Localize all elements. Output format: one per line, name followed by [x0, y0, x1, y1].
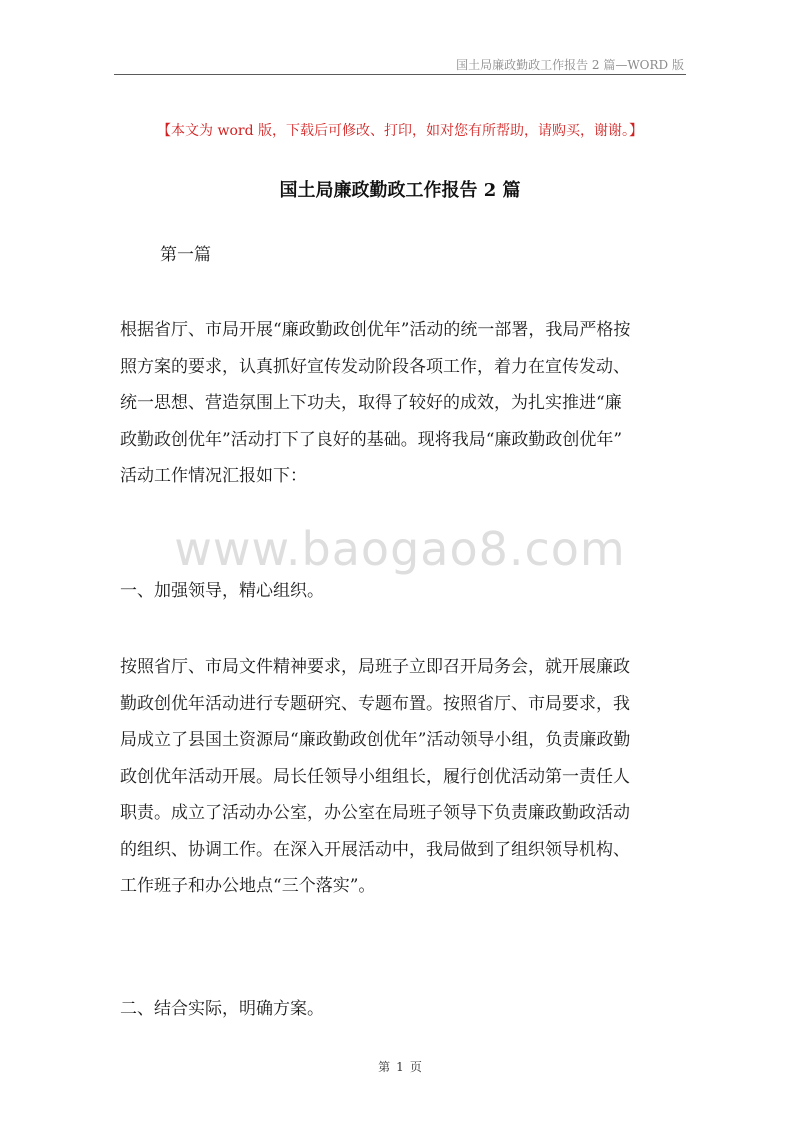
paragraph-line: 按照省厅、市局文件精神要求，局班子立即召开局务会，就开展廉政 — [120, 657, 630, 677]
paragraph-line: 活动工作情况汇报如下： — [120, 466, 307, 486]
document-title: 国土局廉政勤政工作报告 2 篇 — [279, 180, 521, 201]
paragraph-line: 根据省厅、市局开展“廉政勤政创优年”活动的统一部署，我局严格按 — [120, 320, 631, 340]
page-number-value: 1 — [396, 1060, 404, 1074]
page-number — [0, 1058, 800, 1075]
watermark: www.baogao8.com — [174, 522, 626, 576]
section-heading-1: 一、加强领导，精心组织。 — [120, 581, 324, 601]
paragraph-line: 的组织、协调工作。在深入开展活动中，我局做到了组织领导机构、 — [120, 839, 630, 860]
paragraph-line: 政勤政创优年”活动打下了良好的基础。现将我局“廉政勤政创优年” — [120, 429, 623, 450]
paragraph-line: 政创优年活动开展。局长任领导小组组长，履行创优活动第一责任人 — [120, 766, 630, 787]
paragraph-line: 工作班子和办公地点“三个落实”。 — [120, 876, 376, 896]
running-header: 国土局廉政勤政工作报告 2 篇—WORD 版 — [456, 58, 684, 72]
download-notice: 【本文为 word 版，下载后可修改、打印，如对您有所帮助，请购买，谢谢。】 — [157, 123, 643, 139]
paragraph-line: 职责。成立了活动办公室，办公室在局班子领导下负责廉政勤政活动 — [120, 803, 630, 823]
paragraph-line: 局成立了县国土资源局“廉政勤政创优年”活动领导小组，负责廉政勤 — [120, 730, 631, 750]
paragraph-line: 勤政创优年活动进行专题研究、专题布置。按照省厅、市局要求，我 — [120, 693, 630, 714]
paragraph-intro — [120, 312, 688, 495]
part-label: 第一篇 — [160, 245, 211, 265]
page-number-prefix: 第 — [378, 1060, 391, 1074]
paragraph-organization — [120, 649, 688, 905]
header-divider — [114, 74, 686, 75]
section-heading-2: 二、结合实际，明确方案。 — [120, 999, 324, 1019]
paragraph-line: 照方案的要求，认真抓好宣传发动阶段各项工作，着力在宣传发动、 — [120, 356, 630, 377]
paragraph-line: 统一思想、营造氛围上下功夫，取得了较好的成效，为扎实推进“廉 — [120, 393, 622, 413]
page-number-suffix: 页 — [409, 1060, 422, 1074]
